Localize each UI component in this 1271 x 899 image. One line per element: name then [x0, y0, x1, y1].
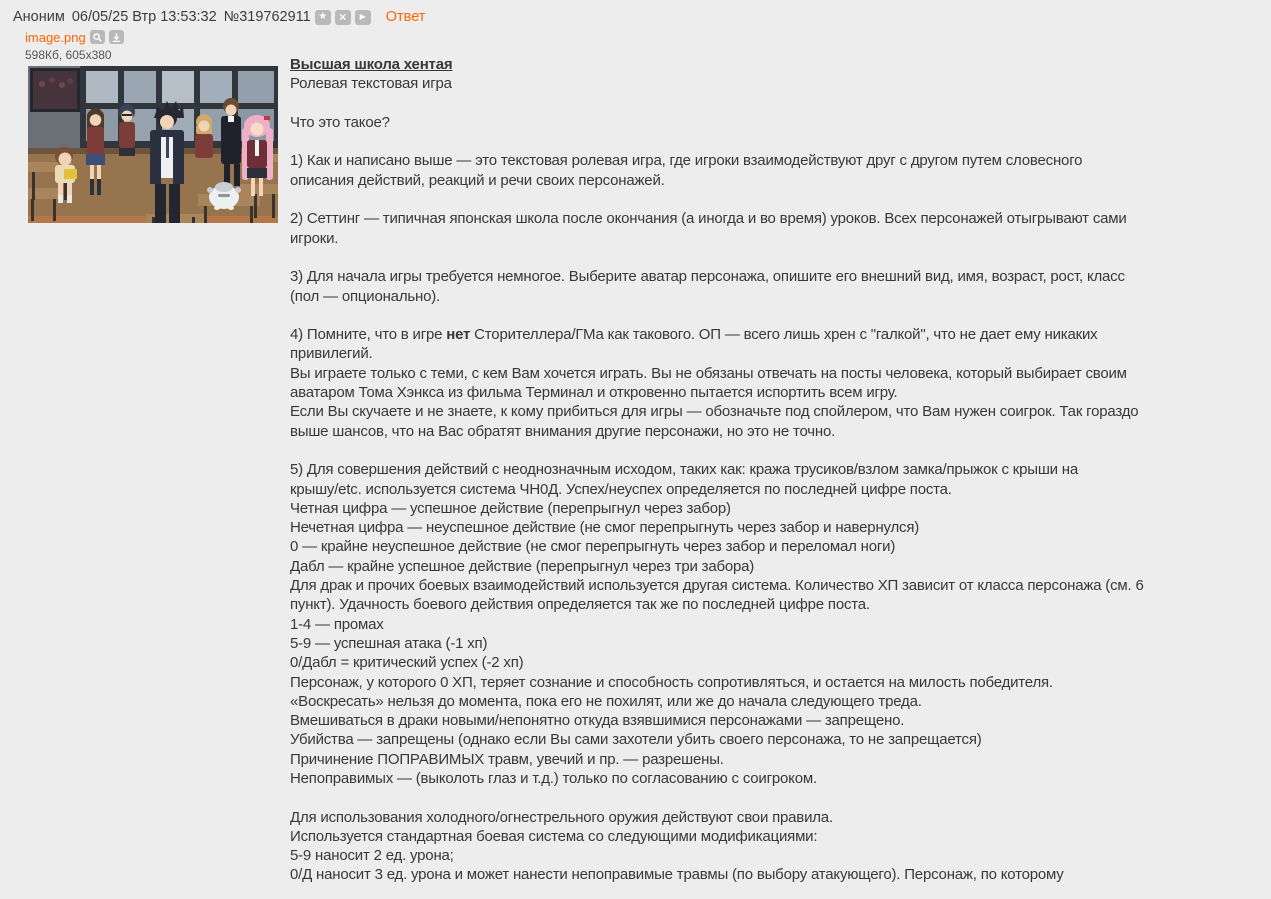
post-text-segment: 0/Д наносит 3 ед. урона и может нанести непоправимые травмы (по выбору атакующего). Персонаж, по которому	[290, 866, 1064, 884]
post-text-line	[290, 190, 1150, 209]
thumbnail-image	[28, 66, 278, 223]
post-text-segment: Сторителлера/ГМа как такового. ОП — всего лишь хрен с "галкой", что не дает ему никаких привилегий.	[290, 326, 1098, 363]
post-text-line	[290, 808, 1150, 827]
post-text-line	[290, 267, 1150, 306]
post-text-line	[290, 673, 1150, 692]
post-text-segment: Дабл — крайне успешное действие (перепрыгнул через три забора)	[290, 557, 755, 575]
expand-post-button[interactable]	[355, 10, 371, 25]
post-text-segment: нет	[446, 326, 471, 344]
post-text-line	[290, 750, 1150, 769]
post-text-segment: Вмешиваться в драки новыми/непонятно откуда взявшимися персонажами — запрещено.	[290, 712, 905, 730]
post-text-segment: Что это такое?	[290, 113, 390, 131]
file-size-label: 598Кб, 605x380	[25, 48, 112, 62]
post-header	[13, 9, 425, 25]
post-text-segment: Четная цифра — успешное действие (перепрыгнул через забор)	[290, 499, 731, 517]
post-text-line	[290, 576, 1150, 615]
post-text-line	[290, 441, 1150, 460]
hide-post-button[interactable]	[335, 10, 351, 25]
post-text-segment: 5-9 — успешная атака (-1 хп)	[290, 634, 488, 652]
post-text-line	[290, 94, 1150, 113]
post-text-segment: Высшая школа хентая	[290, 56, 453, 73]
post-text-segment: 1-4 — промах	[290, 615, 384, 633]
post-text-line	[290, 132, 1150, 151]
post-text-line	[290, 248, 1150, 267]
post-thumbnail[interactable]	[28, 66, 278, 223]
favorite-button[interactable]	[315, 10, 331, 25]
post-text-segment: 1) Как и написано выше — это текстовая ролевая игра, где игроки взаимодействуют друг с другом путем словесного описания действий, реакций и речи своих персонажей.	[290, 152, 1083, 189]
post-text-segment: Причинение ПОПРАВИМЫХ травм, увечий и пр. — разрешены.	[290, 750, 724, 768]
post-text-segment: 3) Для начала игры требуется немногое. Выберите аватар персонажа, опишите его внешний вид, имя, возраст, рост, класс (пол — опционально).	[290, 268, 1125, 305]
post-text-line	[290, 788, 1150, 807]
file-search-button[interactable]	[90, 30, 105, 44]
post-text-line	[290, 827, 1150, 846]
post-text-line	[290, 653, 1150, 672]
post-text-segment: 4) Помните, что в игре	[290, 326, 447, 344]
post-text-line	[290, 55, 1150, 74]
post-text-line	[290, 518, 1150, 537]
post-text-line	[290, 113, 1150, 132]
post-text-segment: Для использования холодного/огнестрельного оружия действуют свои правила.	[290, 808, 833, 826]
reply-link[interactable]: Ответ	[385, 9, 426, 25]
post-text-segment: 0/Дабл = критический успех (-2 хп)	[290, 654, 524, 672]
post-text-line	[290, 325, 1150, 364]
file-attributes	[25, 29, 278, 45]
post-text-line	[290, 402, 1150, 441]
post-text-line	[290, 711, 1150, 730]
post-text-segment: 5-9 наносит 2 ед. урона;	[290, 847, 454, 865]
post-datetime: 06/05/25 Втр 13:53:32	[71, 9, 217, 25]
post-text-line	[290, 537, 1150, 556]
post-text-segment: 0 — крайне неуспешное действие (не смог перепрыгнуть через забор и переломал ноги)	[290, 538, 896, 556]
post-text-segment: Непоправимых — (выколоть глаз и т.д.) только по согласованию с соигроком.	[290, 769, 817, 787]
file-download-button[interactable]	[109, 30, 124, 44]
post-text-segment: Нечетная цифра — неуспешное действие (не смог перепрыгнуть через забор и навернулся)	[290, 519, 920, 537]
post-text-segment: 2) Сеттинг — типичная японская школа после окончания (а иногда и во время) уроков. Всех персонажей отыгрывают сами игроки.	[290, 210, 1127, 247]
post-text-line	[290, 364, 1150, 403]
post-text-segment: Ролевая текстовая игра	[290, 75, 452, 93]
search-icon	[93, 33, 102, 42]
close-icon: ×	[339, 9, 347, 24]
post-text-segment: Убийства — запрещены (однако если Вы сами захотели убить своего персонажа, то не запрещается)	[290, 731, 982, 749]
post-text-line	[290, 306, 1150, 325]
download-icon	[112, 33, 121, 42]
post-text-line	[290, 865, 1150, 884]
post-text-line	[290, 615, 1150, 634]
post-text-line	[290, 209, 1150, 248]
star-icon: ★	[318, 11, 328, 22]
post-number-link[interactable]: №319762911	[223, 9, 311, 25]
post-text-line	[290, 846, 1150, 865]
post-message	[290, 55, 1150, 885]
post-text-line	[290, 557, 1150, 576]
post-text-segment: Используется стандартная боевая система со следующими модификациями:	[290, 827, 818, 845]
poster-name: Аноним	[13, 9, 65, 25]
post-text-line	[290, 460, 1150, 499]
post-text-line	[290, 74, 1150, 93]
post-text-segment: «Воскресать» нельзя до момента, пока его не похилят, или же до начала следующего треда.	[290, 692, 922, 710]
post-text-line	[290, 692, 1150, 711]
post-text-segment: Если Вы скучаете и не знаете, к кому прибиться для игры — обозначьте под спойлером, что Вам нужен соигрок. Так гораздо выше шансов, что на Вас обратят внимания другие персонажи, но это не точно.	[290, 403, 1139, 440]
post-text-segment: Персонаж, у которого 0 ХП, теряет сознание и способность сопротивляться, и остается на милость победителя.	[290, 673, 1053, 691]
post-text-line	[290, 769, 1150, 788]
post-text-segment: Вы играете только с теми, с кем Вам хочется играть. Вы не обязаны отвечать на посты человека, который выбирает своим аватаром Тома Хэнкса из фильма Терминал и откровенно пытается испортить всем игру.	[290, 364, 1127, 402]
file-name-link[interactable]: image.png	[25, 29, 86, 45]
file-block	[25, 29, 278, 223]
post-text-segment: 5) Для совершения действий с неоднозначным исходом, таких как: кража трусиков/взлом замка/прыжок с крыши на крышу/etc. используется система ЧН0Д. Успех/неуспех определяется по последней цифре поста.	[290, 461, 1079, 498]
play-icon: ▶	[359, 12, 366, 21]
post-text-line	[290, 151, 1150, 190]
post-text-line	[290, 730, 1150, 749]
post-text-segment: Для драк и прочих боевых взаимодействий используется другая система. Количество ХП зависит от класса персонажа (см. 6 пункт). Удачность боевого действия определяется так же по последней цифре поста.	[290, 577, 1144, 614]
post-text-line	[290, 634, 1150, 653]
post-text-line	[290, 499, 1150, 518]
